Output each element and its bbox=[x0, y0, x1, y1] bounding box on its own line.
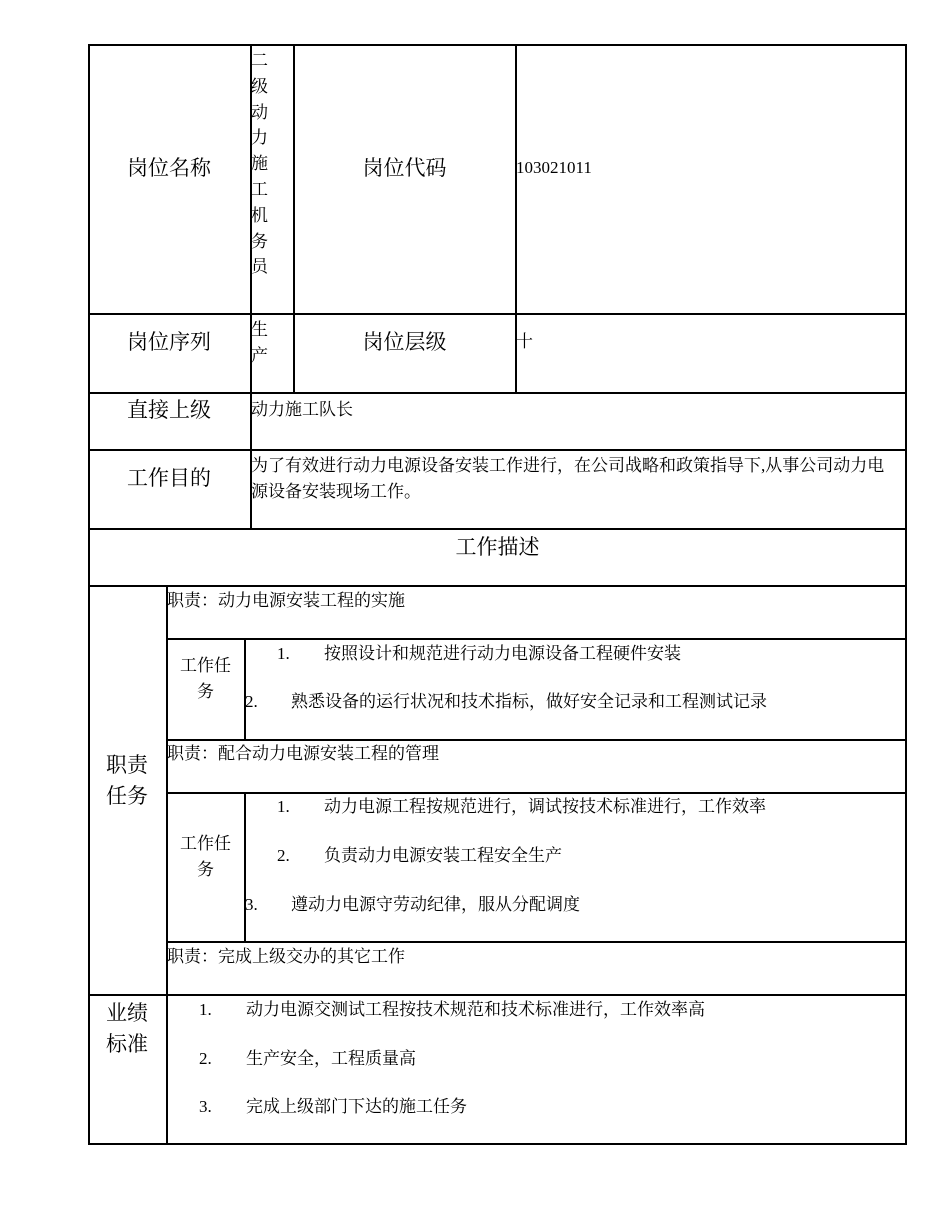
sequence-label: 岗位序列 bbox=[127, 330, 211, 354]
task-number: 1. bbox=[277, 644, 290, 663]
level-value: 十 bbox=[516, 332, 533, 351]
supervisor-label: 直接上级 bbox=[127, 398, 211, 422]
row-divider bbox=[88, 313, 907, 315]
performance-number: 2. bbox=[199, 1049, 212, 1068]
table-border-left bbox=[88, 44, 90, 1144]
performance-number: 3. bbox=[199, 1097, 212, 1116]
duty-title: 职责：完成上级交办的其它工作 bbox=[167, 947, 405, 966]
task-text: 按照设计和规范进行动力电源设备工程硬件安装 bbox=[324, 644, 681, 663]
table-border-right bbox=[905, 44, 907, 1144]
task-label: 工作任务 bbox=[180, 656, 231, 701]
row-divider bbox=[166, 638, 907, 640]
row-divider bbox=[166, 739, 907, 741]
row-divider bbox=[88, 528, 907, 530]
table-border-top bbox=[88, 44, 907, 46]
level-label: 岗位层级 bbox=[362, 330, 447, 354]
purpose-value: 为了有效进行动力电源设备安装工作进行，在公司战略和政策指导下,从事公司动力电源设备安装现场工作。 bbox=[251, 456, 885, 501]
sequence-value: 生产 bbox=[251, 320, 268, 365]
row-divider bbox=[166, 941, 907, 943]
col-divider bbox=[244, 792, 246, 942]
task-text: 熟悉设备的运行状况和技术指标，做好安全记录和工程测试记录 bbox=[291, 692, 767, 711]
task-text: 负责动力电源安装工程安全生产 bbox=[324, 846, 562, 865]
duty-title: 职责：动力电源安装工程的实施 bbox=[167, 591, 405, 610]
performance-text: 完成上级部门下达的施工任务 bbox=[246, 1097, 467, 1116]
row-divider bbox=[88, 585, 907, 587]
task-number: 2. bbox=[277, 846, 290, 865]
task-number: 1. bbox=[277, 797, 290, 816]
row-divider bbox=[88, 392, 907, 394]
purpose-label: 工作目的 bbox=[127, 466, 211, 490]
duties-section-label: 职责任务 bbox=[106, 753, 148, 808]
position-code-label: 岗位代码 bbox=[362, 156, 447, 180]
row-divider bbox=[88, 449, 907, 451]
supervisor-value: 动力施工队长 bbox=[251, 400, 353, 419]
position-name-value: 二级动力施工机务员 bbox=[251, 51, 268, 277]
task-text: 遵动力电源守劳动纪律，服从分配调度 bbox=[291, 895, 580, 914]
row-divider bbox=[166, 792, 907, 794]
task-number: 3. bbox=[245, 895, 258, 914]
duty-title: 职责：配合动力电源安装工程的管理 bbox=[167, 744, 439, 763]
performance-text: 动力电源交测试工程按技术规范和技术标准进行，工作效率高 bbox=[246, 1000, 705, 1019]
task-label: 工作任务 bbox=[180, 834, 231, 879]
performance-text: 生产安全，工程质量高 bbox=[246, 1049, 416, 1068]
task-number: 2. bbox=[245, 692, 258, 711]
position-code-value: 103021011 bbox=[516, 158, 592, 177]
table-border-bottom bbox=[88, 1143, 907, 1145]
row-divider bbox=[88, 994, 907, 996]
position-name-label: 岗位名称 bbox=[127, 156, 211, 180]
task-text: 动力电源工程按规范进行，调试按技术标准进行，工作效率 bbox=[324, 797, 766, 816]
performance-label: 业绩标准 bbox=[106, 1001, 148, 1056]
performance-number: 1. bbox=[199, 1000, 212, 1019]
work-description-title: 工作描述 bbox=[455, 535, 540, 559]
col-divider bbox=[244, 638, 246, 740]
